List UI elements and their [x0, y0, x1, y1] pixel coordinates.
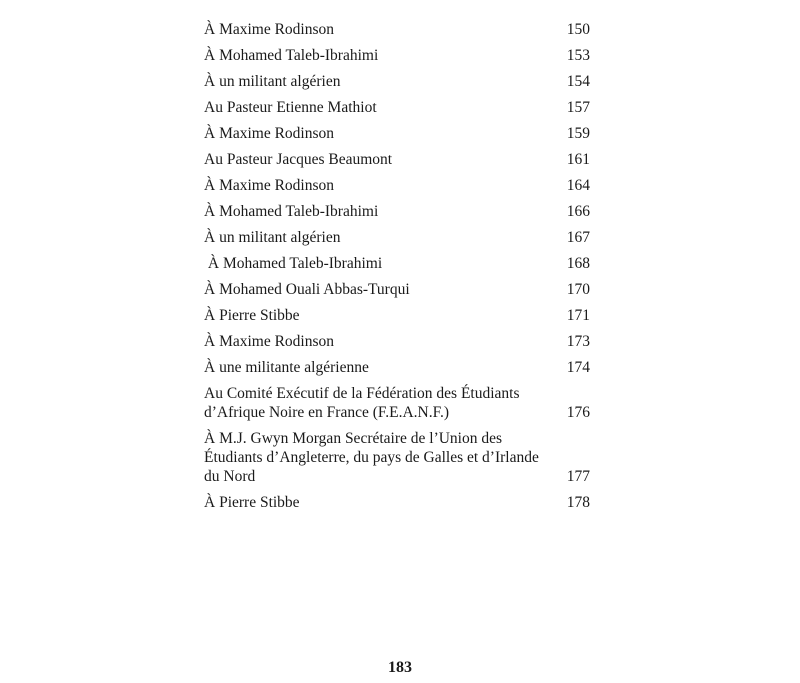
- toc-entry-page: 167: [566, 229, 590, 246]
- toc-entry-page: 150: [566, 21, 590, 38]
- page-number: 183: [388, 659, 412, 676]
- toc-entry: [204, 358, 590, 377]
- toc-entry: [204, 20, 590, 39]
- toc-entry: [204, 332, 590, 351]
- toc-entry-title: Au Pasteur Etienne Mathiot: [204, 99, 377, 116]
- toc-entry-page: 178: [566, 494, 590, 511]
- toc-entry-title: À Mohamed Ouali Abbas-Turqui: [204, 281, 410, 298]
- toc-entry-title: À Mohamed Taleb-Ibrahimi: [204, 203, 379, 220]
- toc-entry-title: À Pierre Stibbe: [204, 307, 300, 324]
- toc-entry-title: À Maxime Rodinson: [204, 177, 335, 194]
- toc-entry-title: Au Comité Exécutif de la Fédération des Étudiants d’Afrique Noire en France (F.E.A.N.F.): [204, 385, 524, 421]
- toc-entry: [204, 98, 590, 117]
- toc-entry-page: 164: [566, 177, 590, 194]
- toc-entry-page: 153: [566, 47, 590, 64]
- toc-entry-title: À un militant algérien: [204, 73, 341, 90]
- toc-entry: [204, 150, 590, 169]
- toc-entry-title: À un militant algérien: [204, 229, 341, 246]
- toc-entry-page: 173: [566, 333, 590, 350]
- toc-entry-title: À Maxime Rodinson: [204, 21, 335, 38]
- toc-entry: [204, 493, 590, 512]
- toc-entry-title: À M.J. Gwyn Morgan Secrétaire de l’Union des Étudiants d’Angleterre, du pays de Galles et d’Irlande du Nord: [204, 430, 543, 485]
- toc-entry-page: 171: [566, 307, 590, 324]
- toc-entry-title: À Pierre Stibbe: [204, 494, 300, 511]
- toc-entry-page: 159: [566, 125, 590, 142]
- toc-entry-page: 168: [566, 255, 590, 272]
- toc-entry-title: À une militante algérienne: [204, 359, 369, 376]
- toc-entry-page: 161: [566, 151, 590, 168]
- toc-entry: [204, 429, 590, 486]
- toc-entry-page: 177: [566, 468, 590, 485]
- toc-entry: [204, 176, 590, 195]
- toc-entry-title: À Mohamed Taleb-Ibrahimi: [204, 47, 379, 64]
- toc-entry: [204, 254, 590, 273]
- table-of-contents: [204, 20, 590, 519]
- toc-entry: [204, 280, 590, 299]
- toc-entry-page: 166: [566, 203, 590, 220]
- toc-entry-title: À Mohamed Taleb-Ibrahimi: [204, 255, 383, 272]
- toc-entry-title: Au Pasteur Jacques Beaumont: [204, 151, 393, 168]
- toc-entry: [204, 72, 590, 91]
- toc-entry-title: À Maxime Rodinson: [204, 125, 335, 142]
- toc-entry-page: 170: [566, 281, 590, 298]
- toc-entry: [204, 228, 590, 247]
- toc-entry: [204, 46, 590, 65]
- toc-entry-page: 174: [566, 359, 590, 376]
- toc-entry-page: 157: [566, 99, 590, 116]
- toc-entry: [204, 202, 590, 221]
- toc-entry: [204, 306, 590, 325]
- toc-entry: [204, 384, 590, 422]
- toc-entry-page: 154: [566, 73, 590, 90]
- toc-entry: [204, 124, 590, 143]
- toc-entry-title: À Maxime Rodinson: [204, 333, 335, 350]
- toc-entry-page: 176: [566, 404, 590, 421]
